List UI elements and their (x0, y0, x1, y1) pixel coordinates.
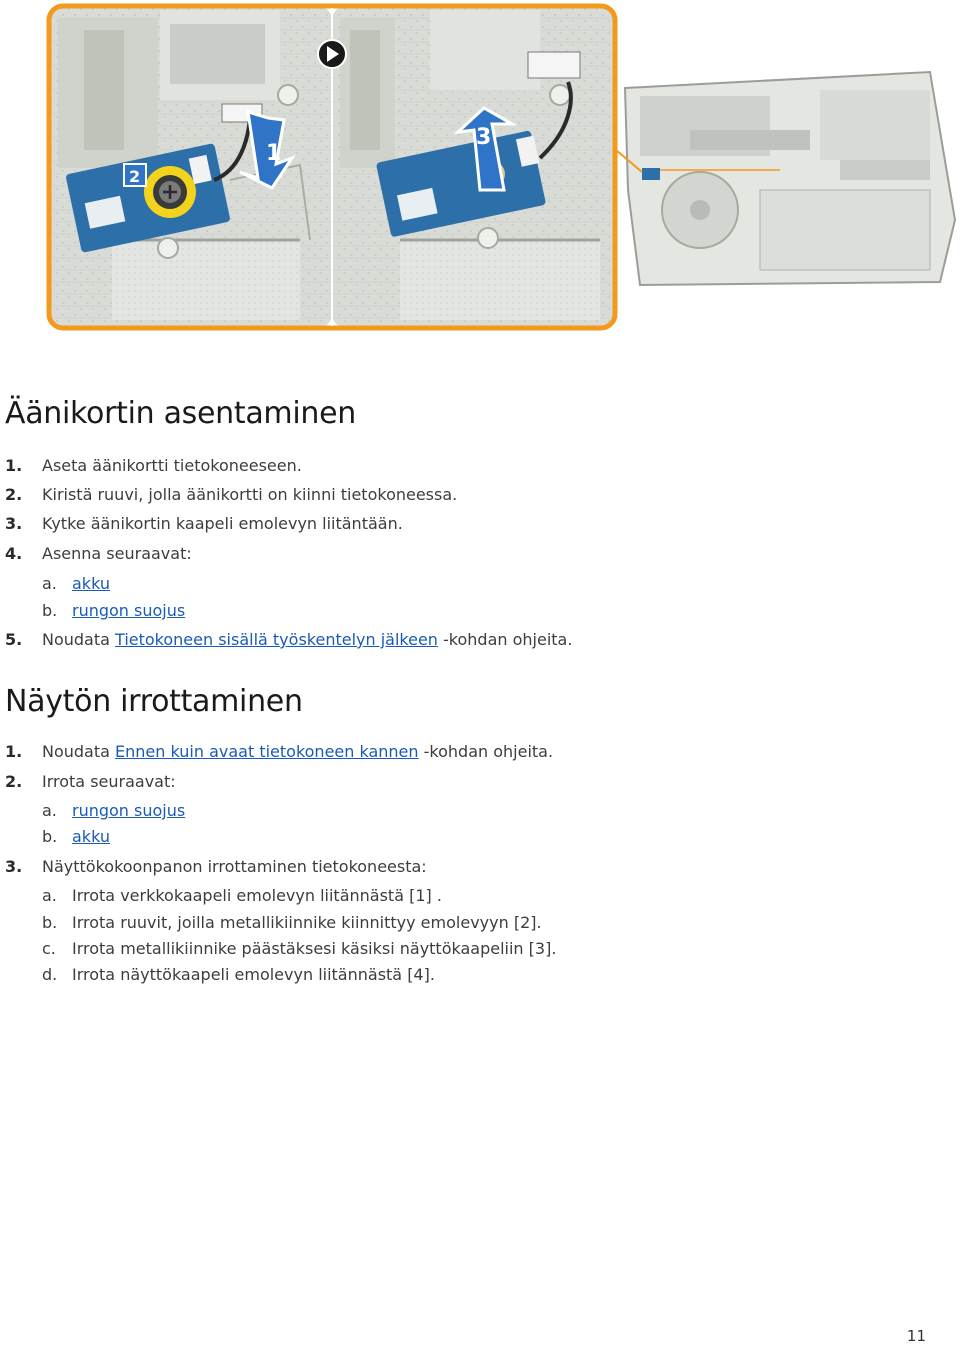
step-panel-right (332, 6, 615, 328)
install-step-1: 1. Aseta äänikortti tietokoneeseen. (5, 456, 302, 475)
section-title-install: Äänikortin asentaminen (5, 396, 356, 431)
install-step-2: 2. Kiristä ruuvi, jolla äänikortti on kiinni tietokoneessa. (5, 485, 458, 504)
remove-substep-b: b. akku (42, 827, 110, 846)
callout-2-label: 2 (129, 167, 141, 186)
link-akku[interactable]: akku (72, 574, 110, 593)
assembly-substep-a: a. Irrota verkkokaapeli emolevyn liitännästä [1] . (42, 886, 442, 905)
link-akku-2[interactable]: akku (72, 827, 110, 846)
callout-1-label: 1 (266, 141, 282, 166)
assembly-substep-c: c. Irrota metallikiinnike päästäksesi käsiksi näyttökaapeliin [3]. (42, 939, 557, 958)
procedure-illustration (0, 0, 960, 335)
install-step-4: 4. Asenna seuraavat: (5, 544, 192, 563)
arrow-right-icon (318, 40, 346, 68)
step-panel-left (49, 6, 332, 328)
procedure-figure (0, 0, 960, 335)
install-substep-a: a. akku (42, 574, 110, 593)
link-rungon-suojus-2[interactable]: rungon suojus (72, 801, 186, 820)
assembly-substep-d: d. Irrota näyttökaapeli emolevyn liitännästä [4]. (42, 965, 435, 984)
install-step-3: 3. Kytke äänikortin kaapeli emolevyn liitäntään. (5, 514, 403, 533)
remove-step-2: 2. Irrota seuraavat: (5, 772, 176, 791)
remove-step-3: 3. Näyttökokoonpanon irrottaminen tietokoneesta: (5, 857, 427, 876)
laptop-overview (616, 72, 955, 285)
section-title-remove: Näytön irrottaminen (5, 684, 303, 719)
remove-step-1: 1. Noudata Ennen kuin avaat tietokoneen kannen -kohdan ohjeita. (5, 742, 554, 761)
callout-3-label: 3 (476, 125, 492, 150)
remove-substep-a: a. rungon suojus (42, 801, 186, 820)
install-step-5: 5. Noudata Tietokoneen sisällä työskentelyn jälkeen -kohdan ohjeita. (5, 630, 573, 649)
link-rungon-suojus[interactable]: rungon suojus (72, 601, 186, 620)
link-after-working[interactable]: Tietokoneen sisällä työskentelyn jälkeen (115, 630, 438, 649)
page-number: 11 (906, 1327, 926, 1345)
assembly-substep-b: b. Irrota ruuvit, joilla metallikiinnike kiinnittyy emolevyyn [2]. (42, 913, 542, 932)
install-substep-b: b. rungon suojus (42, 601, 186, 620)
link-before-opening[interactable]: Ennen kuin avaat tietokoneen kannen (115, 742, 419, 761)
